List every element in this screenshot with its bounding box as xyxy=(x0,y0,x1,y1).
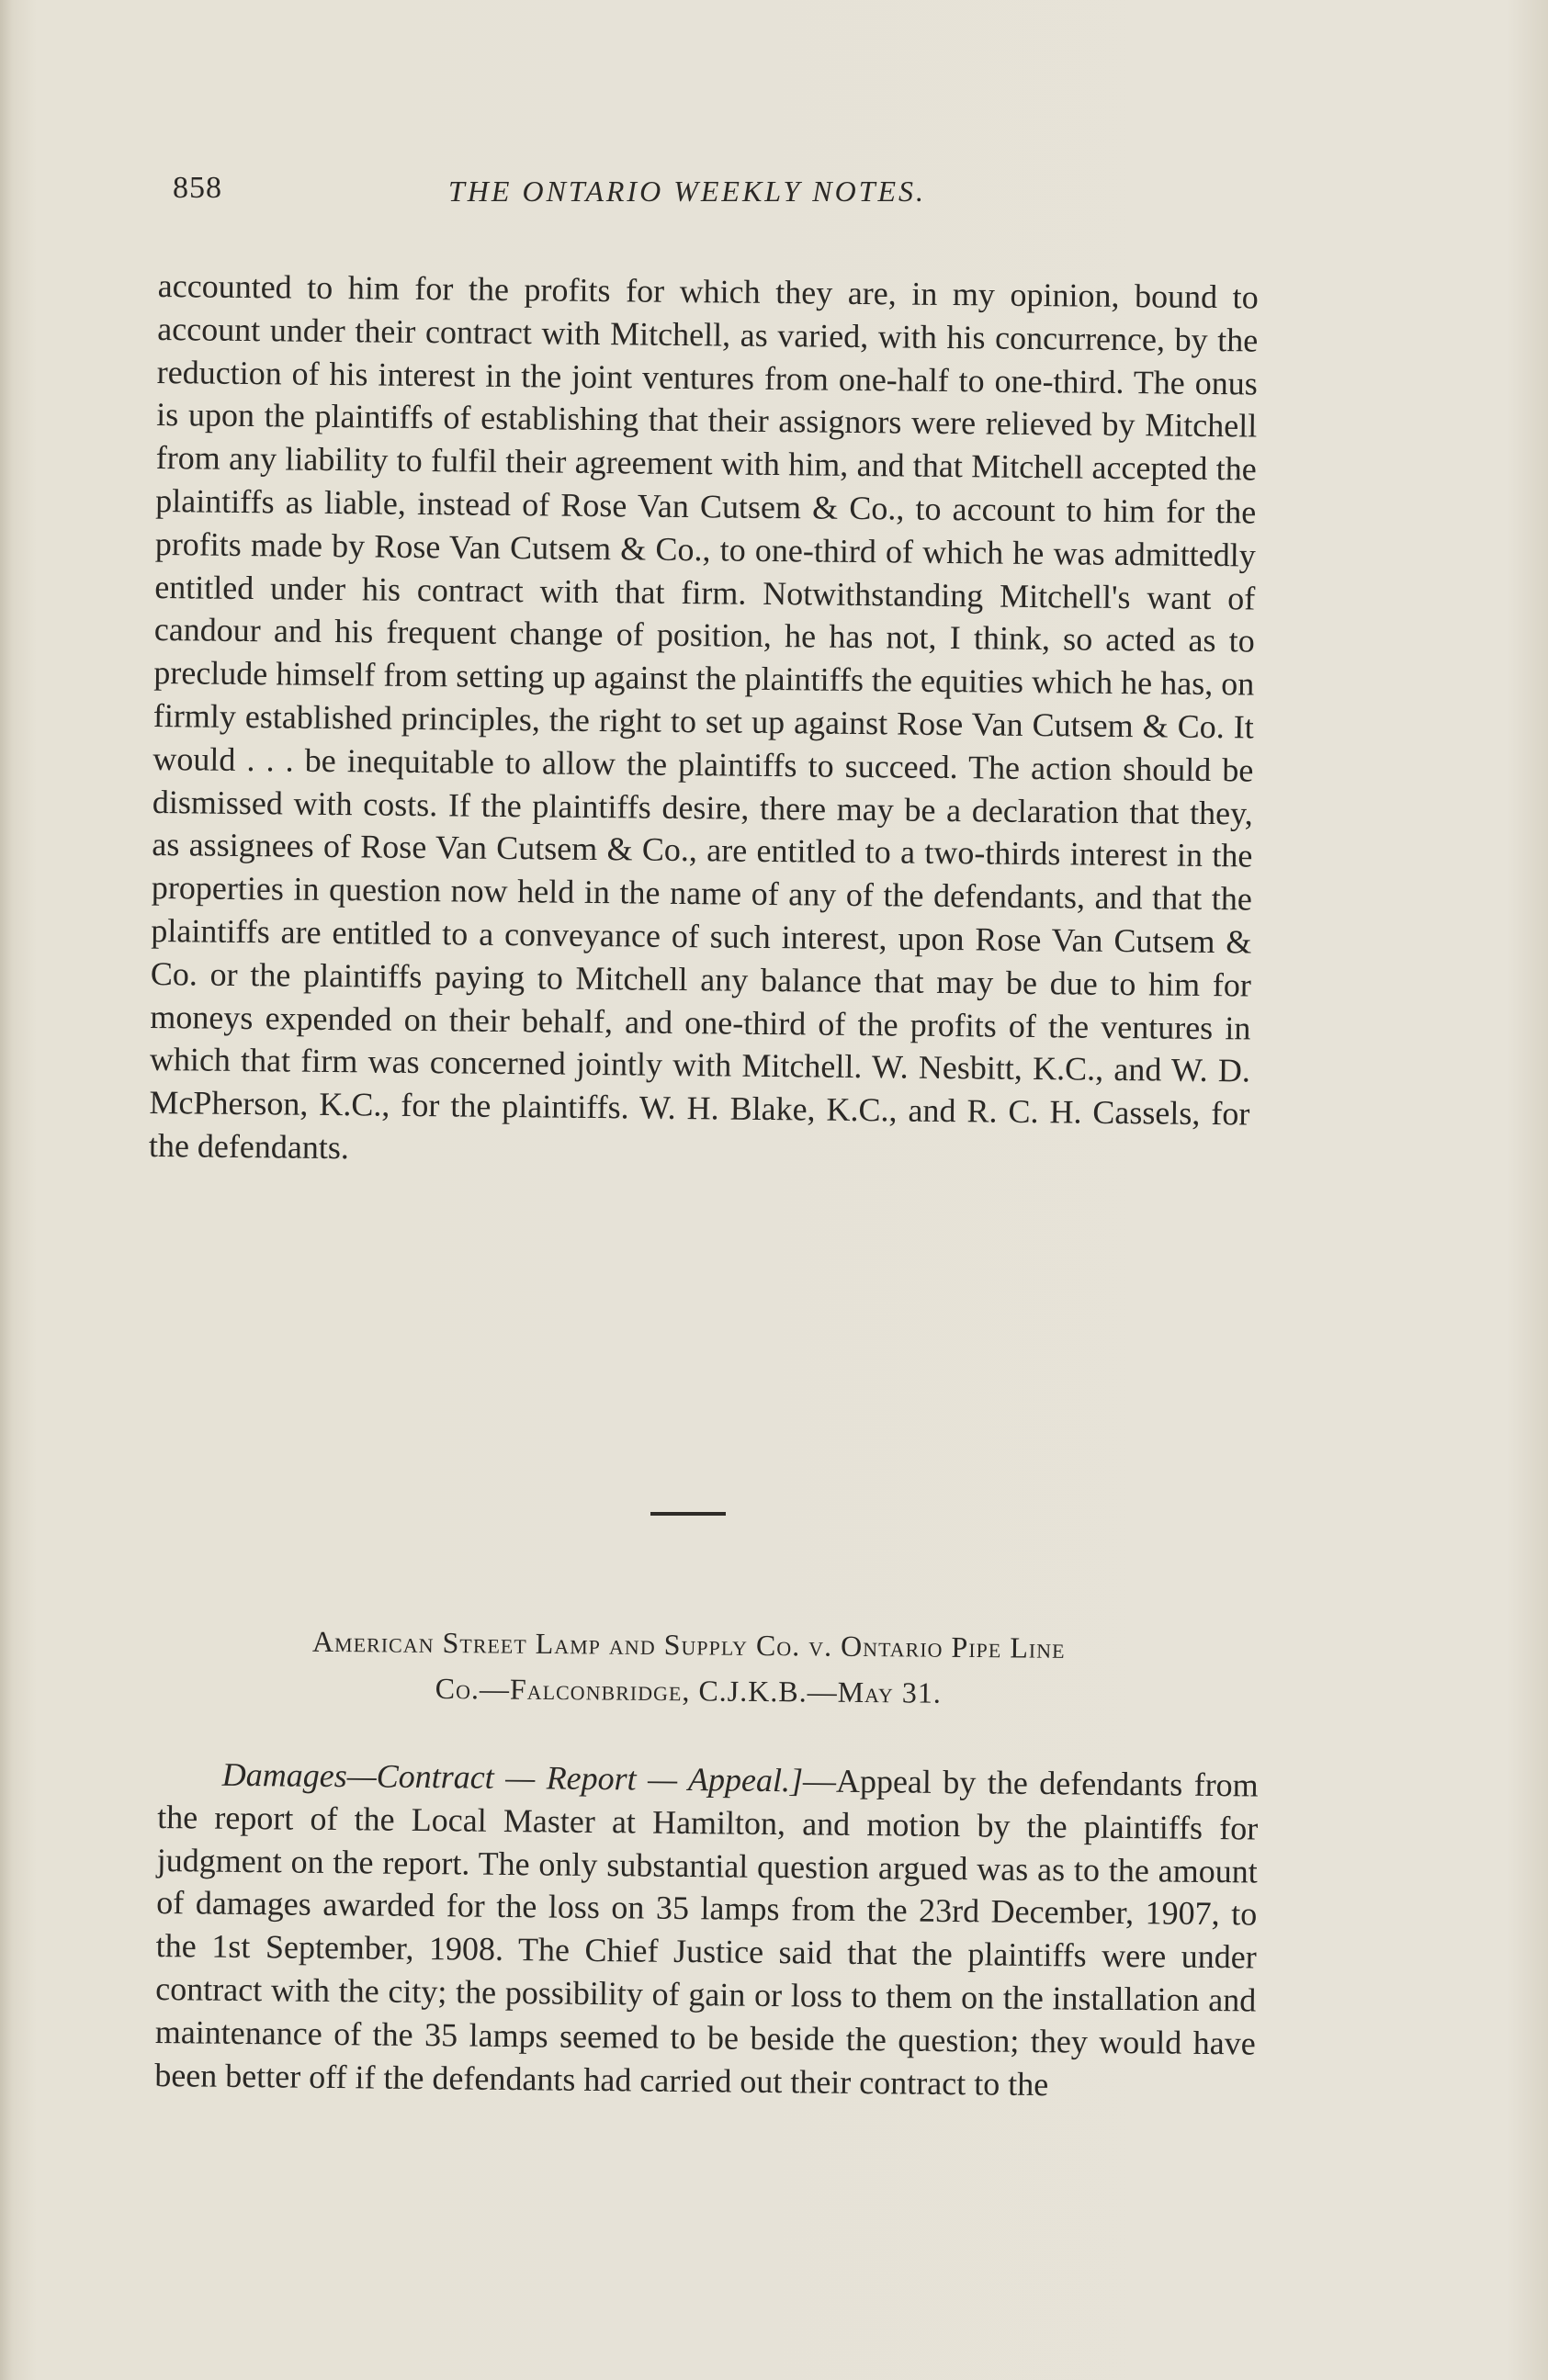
case-summary-text: —Appeal by the defendants from the report of the Local Master at Hamilton, and motion by the plaintiffs for judgment on the report. The only substantial question argued was as to the amount of damages awarded for the loss on 35 lamps from the 23rd December, 1907, to the 1st September, 1908. The Chief Justice said that the plaintiffs were under contract with the city; the possibility of gain or loss to them on the installation and maintenance of the 35 lamps seemed to be beside the question; they would have been better off if the defendants had carried out their contract to the xyxy=(154,1762,1259,2103)
running-head xyxy=(173,171,1266,217)
section-divider xyxy=(650,1512,726,1516)
page-number: 858 xyxy=(173,171,222,205)
case-keywords: Damages—Contract — Report — Appeal.] xyxy=(221,1755,804,1799)
case-summary-paragraph xyxy=(154,1753,1259,2108)
case-title-line-2: Co.—Falconbridge, C.J.K.B.—May 31. xyxy=(435,1671,943,1709)
opinion-paragraph: accounted to him for the profits for which they are, in my opinion, bound to account under their contract with Mitchell, as varied, with his concurrence, by the reduction of his interest in the joint ventures from one-half to one-third. The onus is upon the plaintiffs of establishing that their assignors were relieved by Mitchell from any liability to fulfil their agreement with him, and that Mitchell accepted the plaintiffs as liable, instead of Rose Van Cutsem & Co., to account to him for the profits made by Rose Van Cutsem & Co., to one-third of which he was admittedly entitled under his contract with that firm. Notwithstanding Mitchell's want of candour and his frequent change of position, he has not, I think, so acted as to preclude himself from setting up against the plaintiffs the equities which he has, on firmly established principles, the right to set up against Rose Van Cutsem & Co. It would . . . be inequitable to allow the plaintiffs to succeed. The action should be dismissed with costs. If the plaintiffs desire, there may be a declaration that they, as assignees of Rose Van Cutsem & Co., are entitled to a two-thirds interest in the properties in question now held in the name of any of the defendants, and that the plaintiffs are entitled to a conveyance of such interest, upon Rose Van Cutsem & Co. or the plaintiffs paying to Mitchell any balance that may be due to him for moneys expended on their behalf, and one-third of the profits of the ventures in which that firm was concerned jointly with Mitchell. W. Nesbitt, K.C., and W. D. McPherson, K.C., for the plaintiffs. W. H. Blake, K.C., and R. C. H. Cassels, for the defendants. xyxy=(148,266,1259,1167)
journal-title: THE ONTARIO WEEKLY NOTES. xyxy=(448,175,927,208)
case-title-line-1: American Street Lamp and Supply Co. v. Ontario Pipe Line xyxy=(311,1624,1066,1664)
case-heading xyxy=(128,1617,1249,1719)
